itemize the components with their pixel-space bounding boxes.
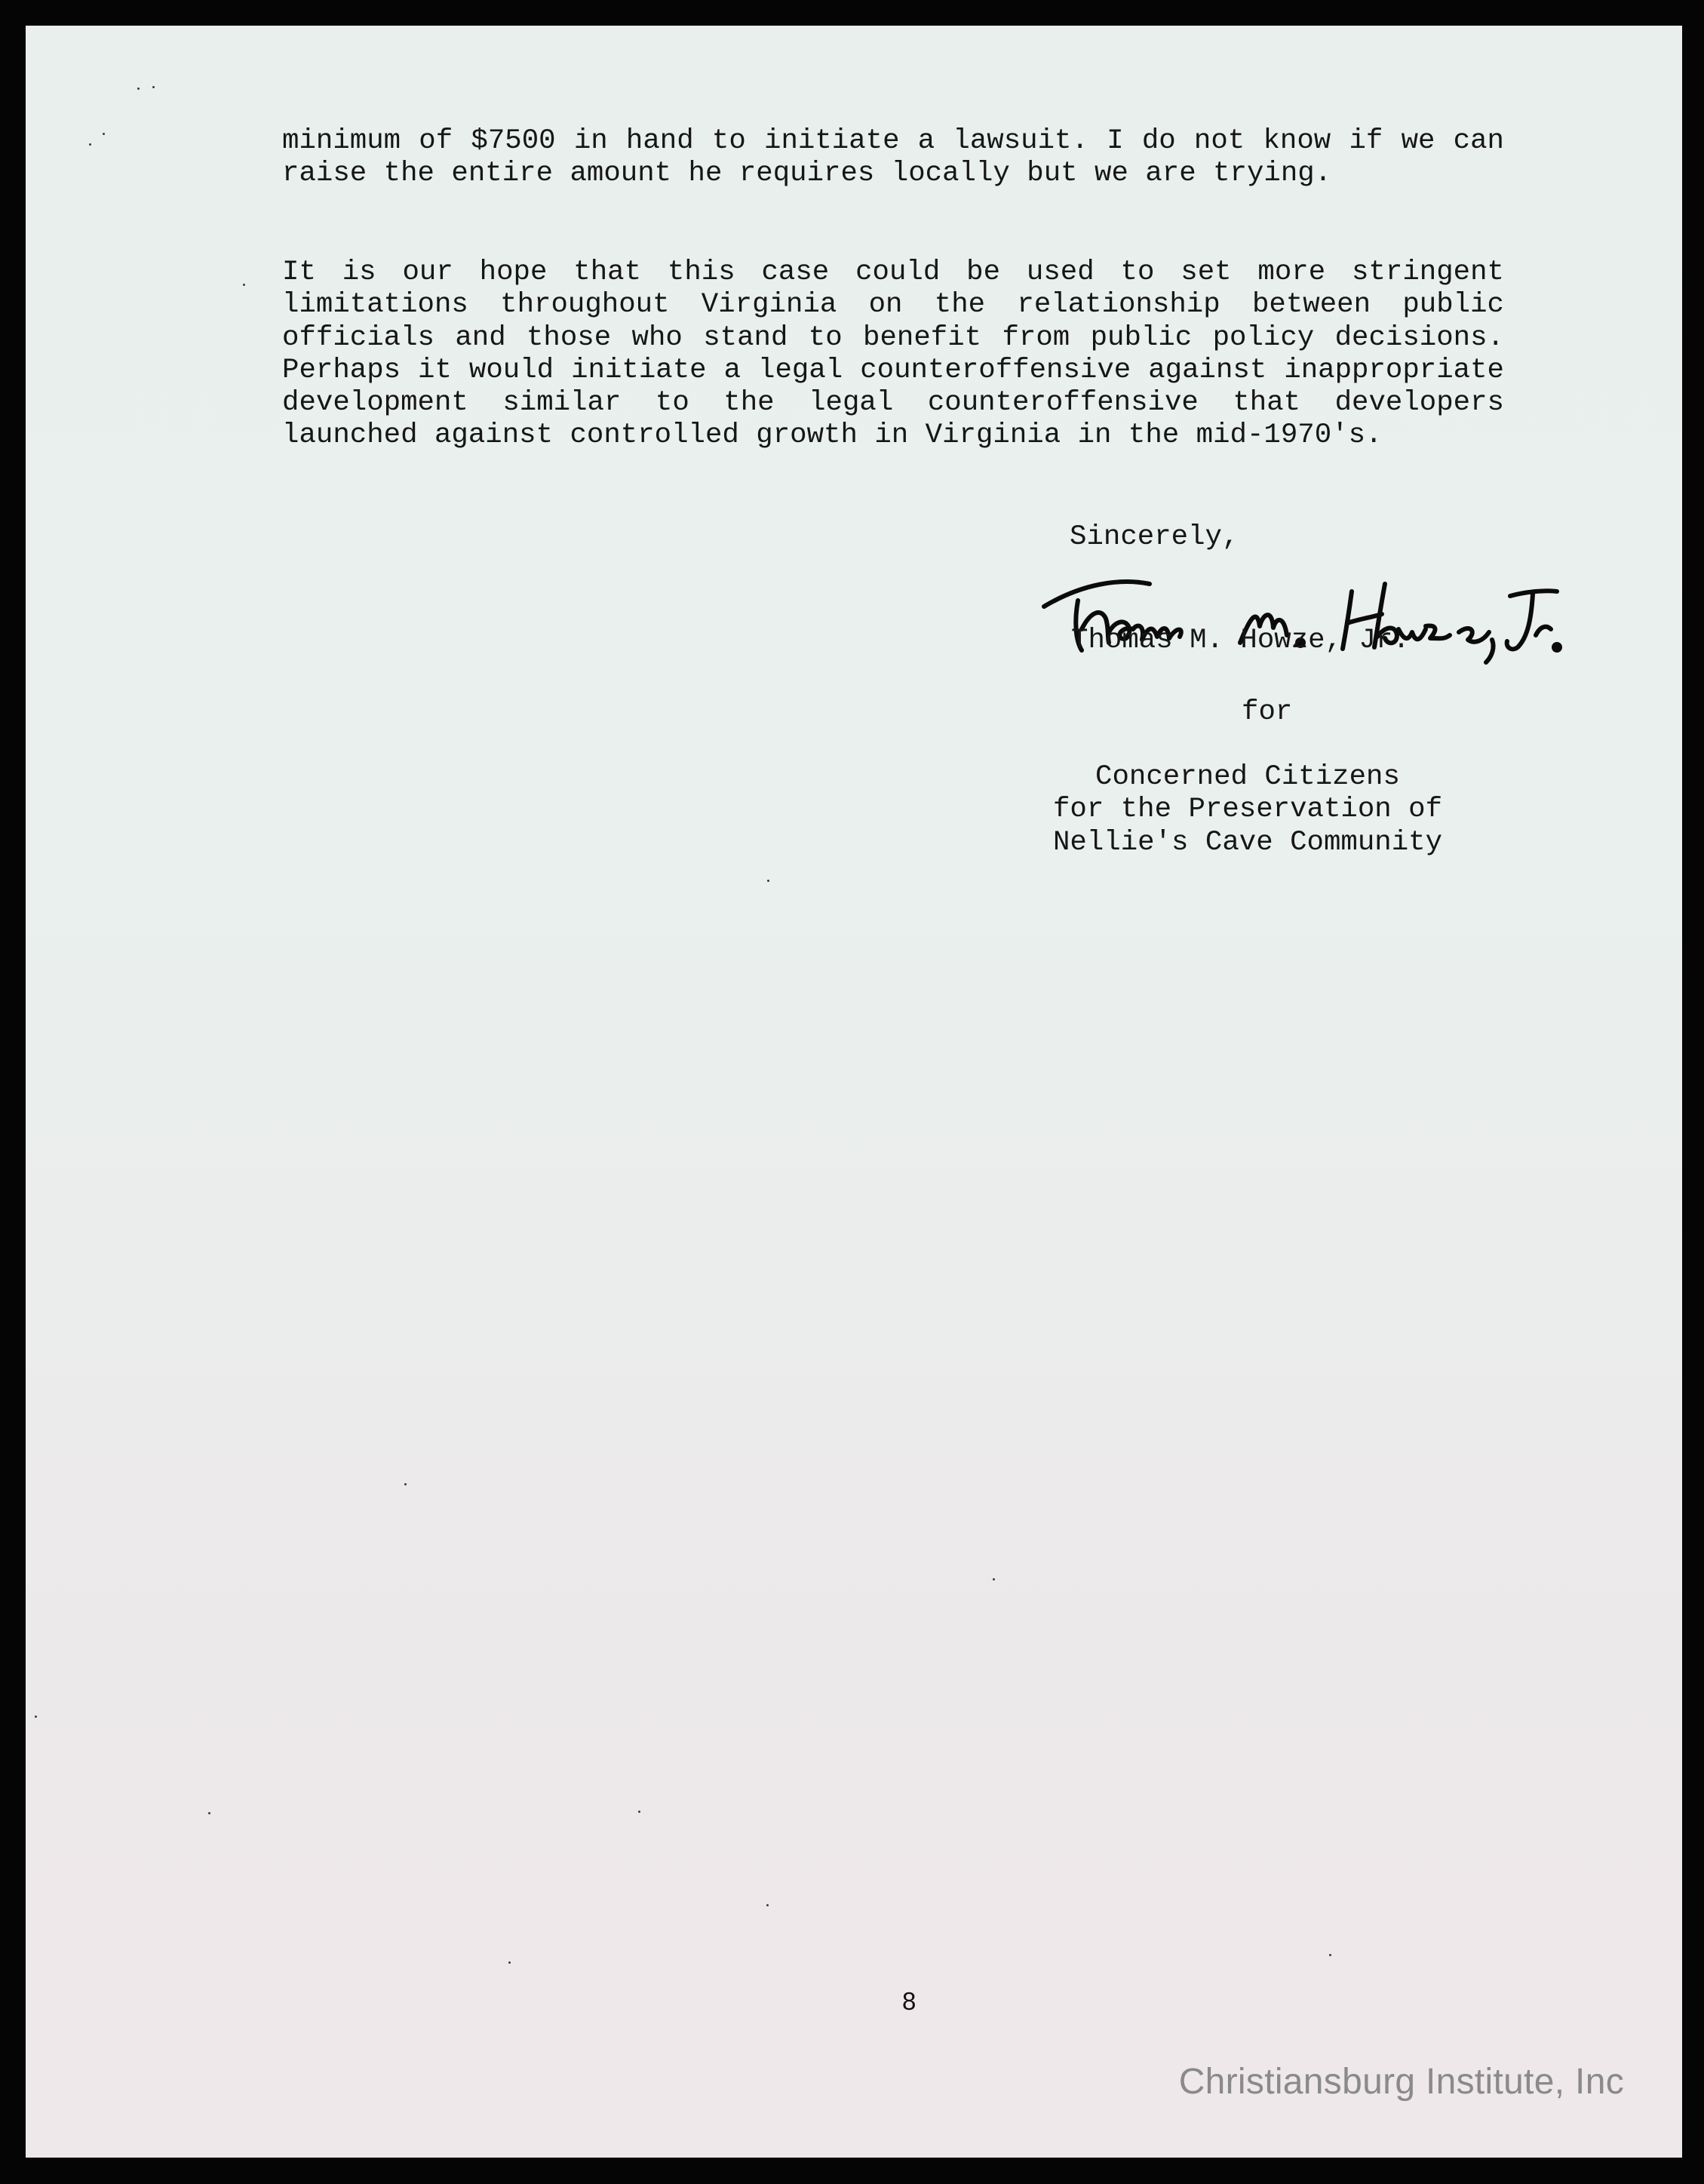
closing-salutation: Sincerely, xyxy=(1070,521,1239,553)
organization-line-1: Concerned Citizens xyxy=(1095,761,1400,793)
organization-block xyxy=(1006,761,1489,859)
speck xyxy=(243,284,245,286)
page-number: 8 xyxy=(902,1987,916,2015)
speck xyxy=(89,143,91,146)
body-paragraph-1: minimum of $7500 in hand to initiate a lawsuit. I do not know if we can raise the entire amount he requires locally but we are trying. xyxy=(282,125,1504,190)
watermark: Christiansburg Institute, Inc xyxy=(1178,2062,1624,2102)
body-paragraph-2: It is our hope that this case could be used to set more stringent limitations throughout Virginia on the relationship between public officials and those who stand to benefit from public policy decisions. Perhaps it would initiate a legal counteroffensive against inappropriate development similar to the legal counteroffensive that developers launched against controlled growth in Virginia in the mid-1970's. xyxy=(282,256,1504,452)
speck xyxy=(208,1812,210,1814)
organization-line-2: for the Preservation of xyxy=(1052,794,1443,826)
speck xyxy=(404,1483,407,1485)
speck xyxy=(137,88,140,90)
speck xyxy=(103,133,105,135)
letter-page xyxy=(26,26,1682,2158)
organization-line-3: Nellie's Cave Community xyxy=(1052,826,1443,859)
speck xyxy=(766,1904,769,1906)
speck xyxy=(638,1811,640,1813)
typed-signer-name: Thomas M. Howze, Jr. xyxy=(1071,625,1410,656)
speck xyxy=(35,1716,37,1718)
speck xyxy=(1329,1954,1331,1956)
speck xyxy=(993,1578,995,1580)
speck xyxy=(508,1961,511,1964)
speck xyxy=(767,880,769,882)
speck xyxy=(152,86,155,88)
for-label: for xyxy=(1242,696,1293,728)
